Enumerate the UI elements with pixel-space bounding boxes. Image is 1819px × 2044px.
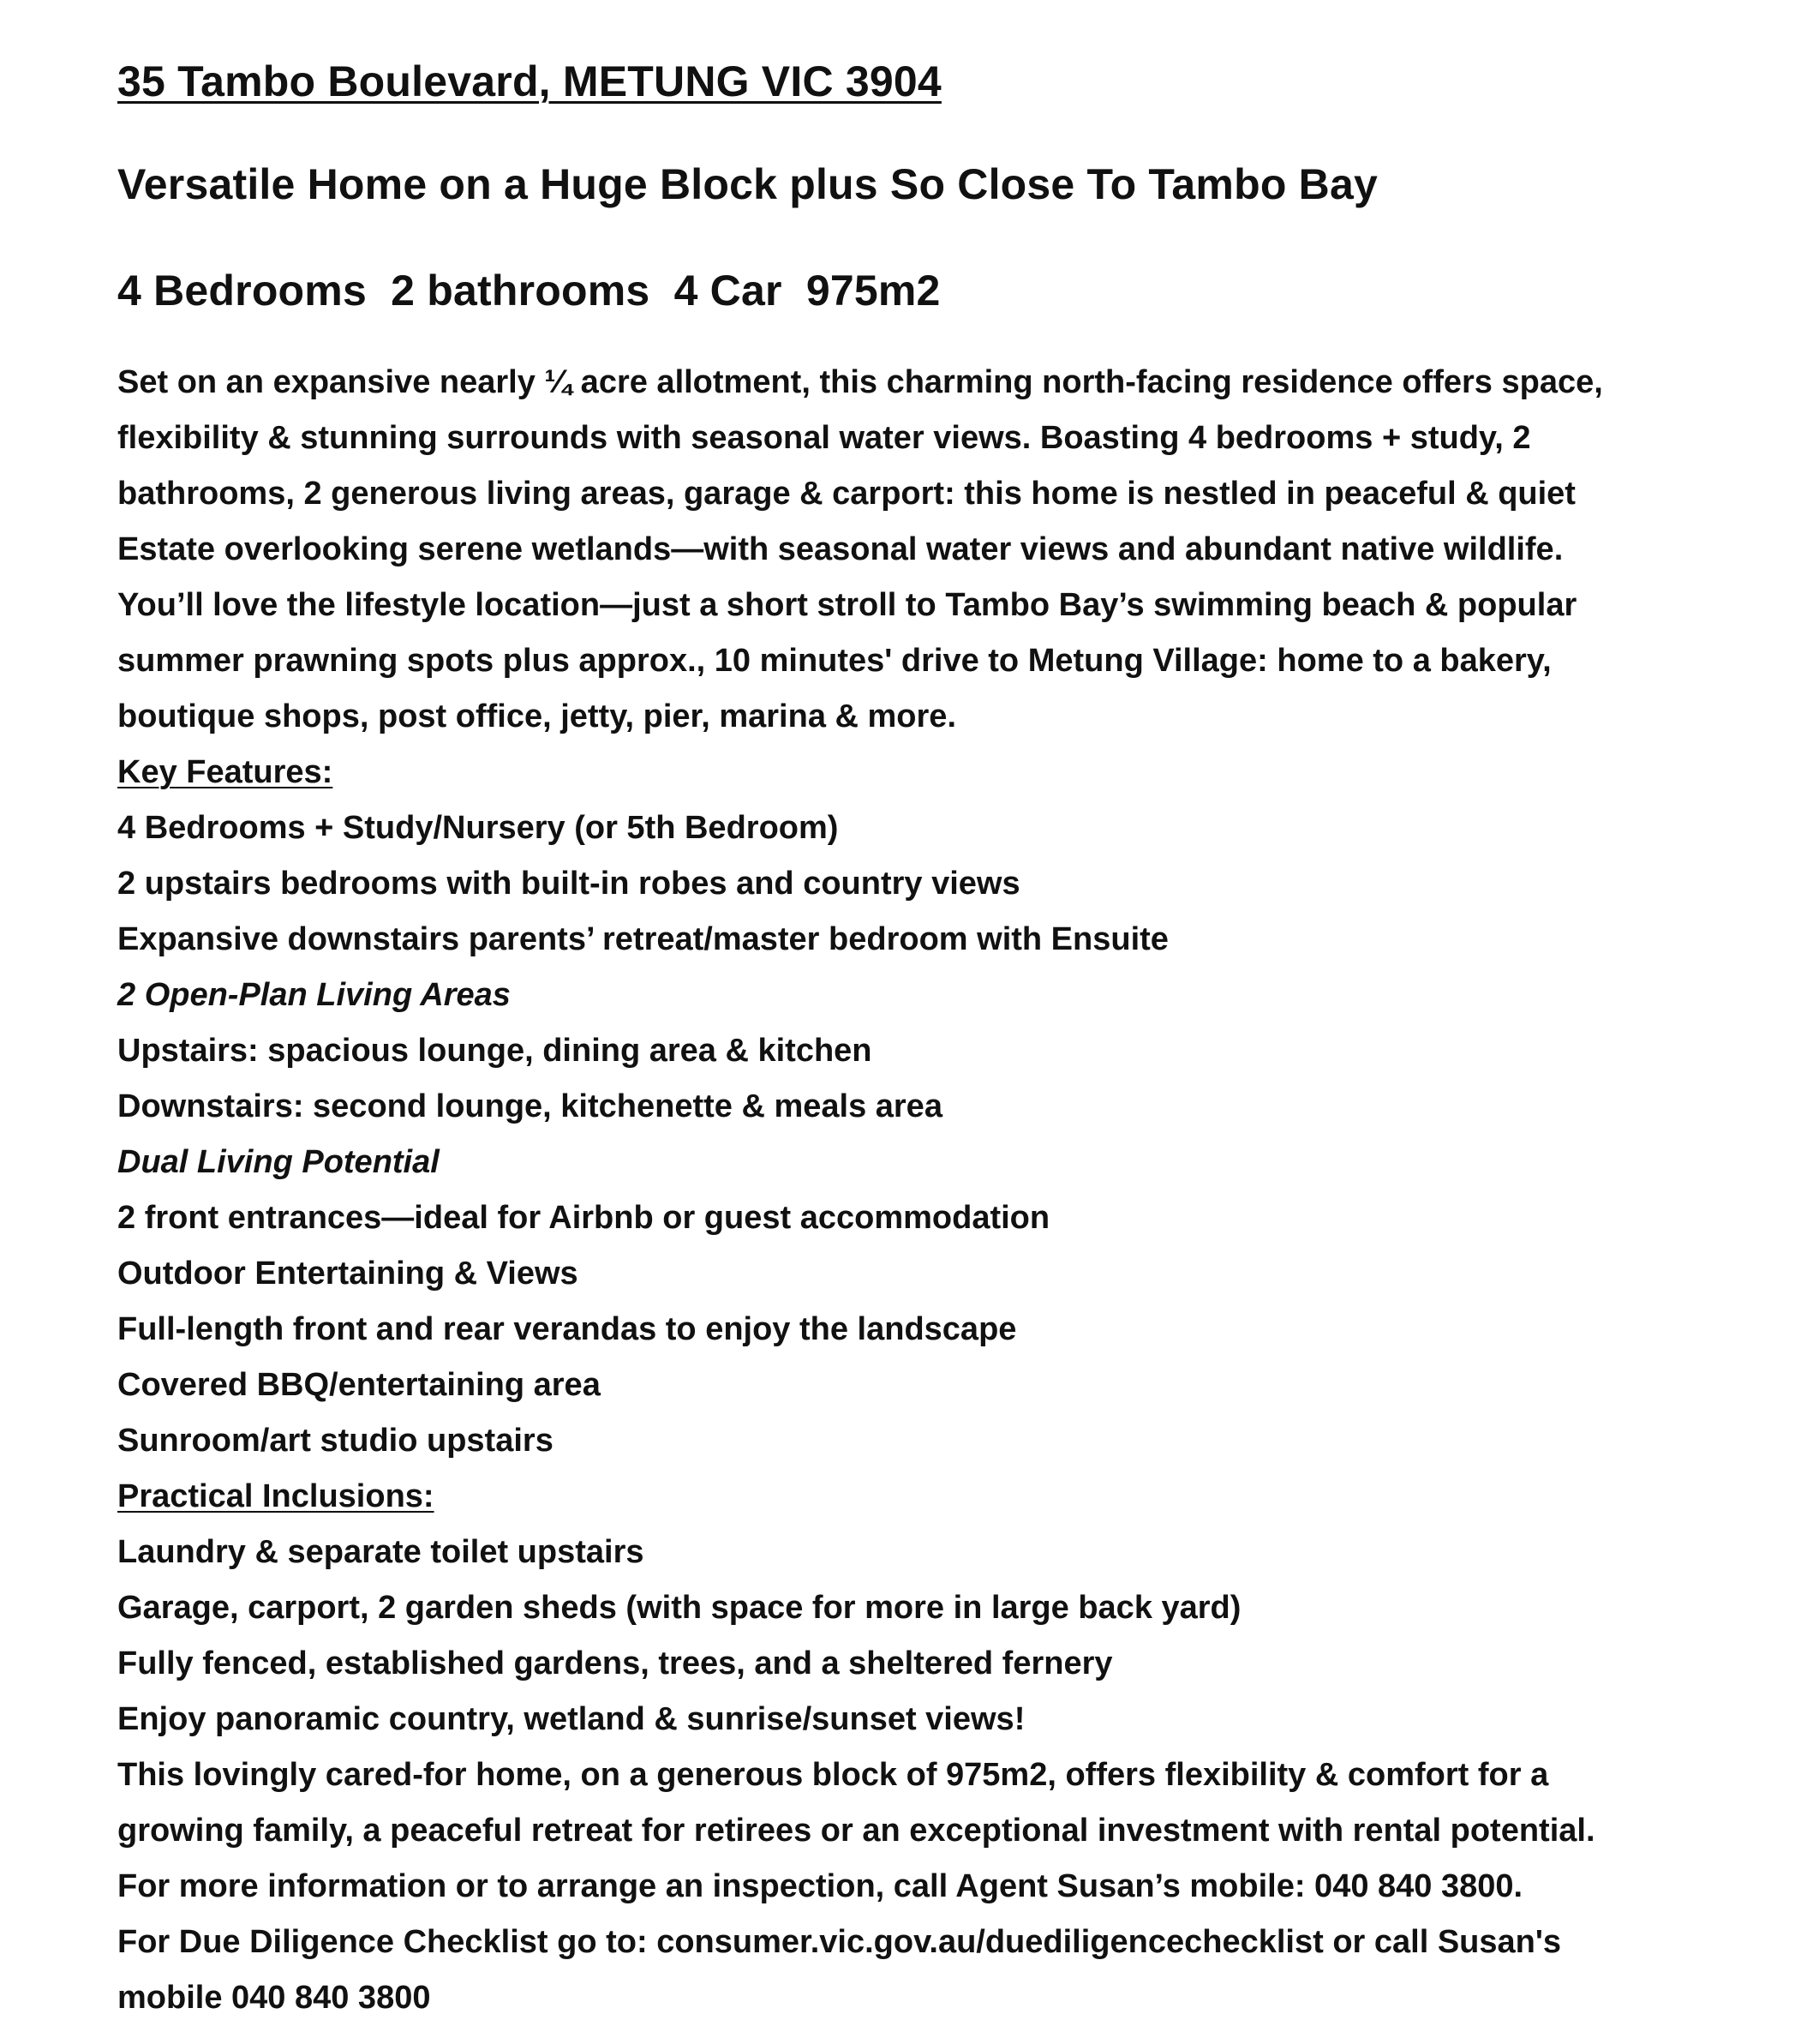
key-features-heading: Key Features: xyxy=(117,754,333,790)
feature-item: 2 front entrances—ideal for Airbnb or guest accommodation xyxy=(117,1200,1050,1236)
intro-line: bathrooms, 2 generous living areas, garage & carport: this home is nestled in peaceful & quiet xyxy=(117,476,1576,512)
feature-item: Full-length front and rear verandas to enjoy the landscape xyxy=(117,1311,1017,1347)
intro-line: Set on an expansive nearly ¼ acre allotment, this charming north-facing residence offers space, xyxy=(117,364,1603,400)
document-page xyxy=(117,51,1745,2026)
feature-item: Covered BBQ/entertaining area xyxy=(117,1367,601,1403)
feature-item: Expansive downstairs parents’ retreat/master bedroom with Ensuite xyxy=(117,921,1169,957)
intro-line: boutique shops, post office, jetty, pier, marina & more. xyxy=(117,698,957,734)
closing-line: growing family, a peaceful retreat for retirees or an exceptional investment with rental potential. xyxy=(117,1813,1595,1849)
property-address: 35 Tambo Boulevard, METUNG VIC 3904 xyxy=(117,57,942,105)
intro-line: summer prawning spots plus approx., 10 minutes' drive to Metung Village: home to a bakery, xyxy=(117,643,1552,679)
listing-headline: Versatile Home on a Huge Block plus So Close To Tambo Bay xyxy=(117,160,1378,208)
closing-line: For more information or to arrange an inspection, call Agent Susan’s mobile: 040 840 3800. xyxy=(117,1868,1523,1904)
closing-line: For Due Diligence Checklist go to: consumer.vic.gov.au/duediligencechecklist or call Susan's xyxy=(117,1924,1562,1960)
property-stats: 4 Bedrooms 2 bathrooms 4 Car 975m2 xyxy=(117,267,941,315)
listing-body xyxy=(117,355,1745,2026)
living-areas-heading: 2 Open-Plan Living Areas xyxy=(117,977,511,1013)
feature-item: Upstairs: spacious lounge, dining area & kitchen xyxy=(117,1033,872,1069)
practical-inclusions-heading: Practical Inclusions: xyxy=(117,1478,434,1514)
feature-item: Fully fenced, established gardens, trees, and a sheltered fernery xyxy=(117,1645,1113,1681)
dual-living-heading: Dual Living Potential xyxy=(117,1144,440,1180)
feature-item: 2 upstairs bedrooms with built-in robes and country views xyxy=(117,866,1020,902)
feature-item: 4 Bedrooms + Study/Nursery (or 5th Bedroom) xyxy=(117,810,839,846)
feature-item: Outdoor Entertaining & Views xyxy=(117,1256,578,1292)
feature-item: Downstairs: second lounge, kitchenette & meals area xyxy=(117,1088,942,1124)
feature-item: Enjoy panoramic country, wetland & sunrise/sunset views! xyxy=(117,1701,1026,1737)
closing-line: mobile 040 840 3800 xyxy=(117,1980,431,2016)
closing-line: This lovingly cared-for home, on a generous block of 975m2, offers flexibility & comfort for a xyxy=(117,1757,1549,1793)
intro-line: You’ll love the lifestyle location—just a short stroll to Tambo Bay’s swimming beach & popular xyxy=(117,587,1577,623)
feature-item: Laundry & separate toilet upstairs xyxy=(117,1534,644,1570)
intro-line: flexibility & stunning surrounds with seasonal water views. Boasting 4 bedrooms + study, 2 xyxy=(117,420,1531,456)
feature-item: Sunroom/art studio upstairs xyxy=(117,1423,553,1459)
feature-item: Garage, carport, 2 garden sheds (with space for more in large back yard) xyxy=(117,1590,1242,1626)
intro-line: Estate overlooking serene wetlands—with seasonal water views and abundant native wildlife. xyxy=(117,531,1564,567)
